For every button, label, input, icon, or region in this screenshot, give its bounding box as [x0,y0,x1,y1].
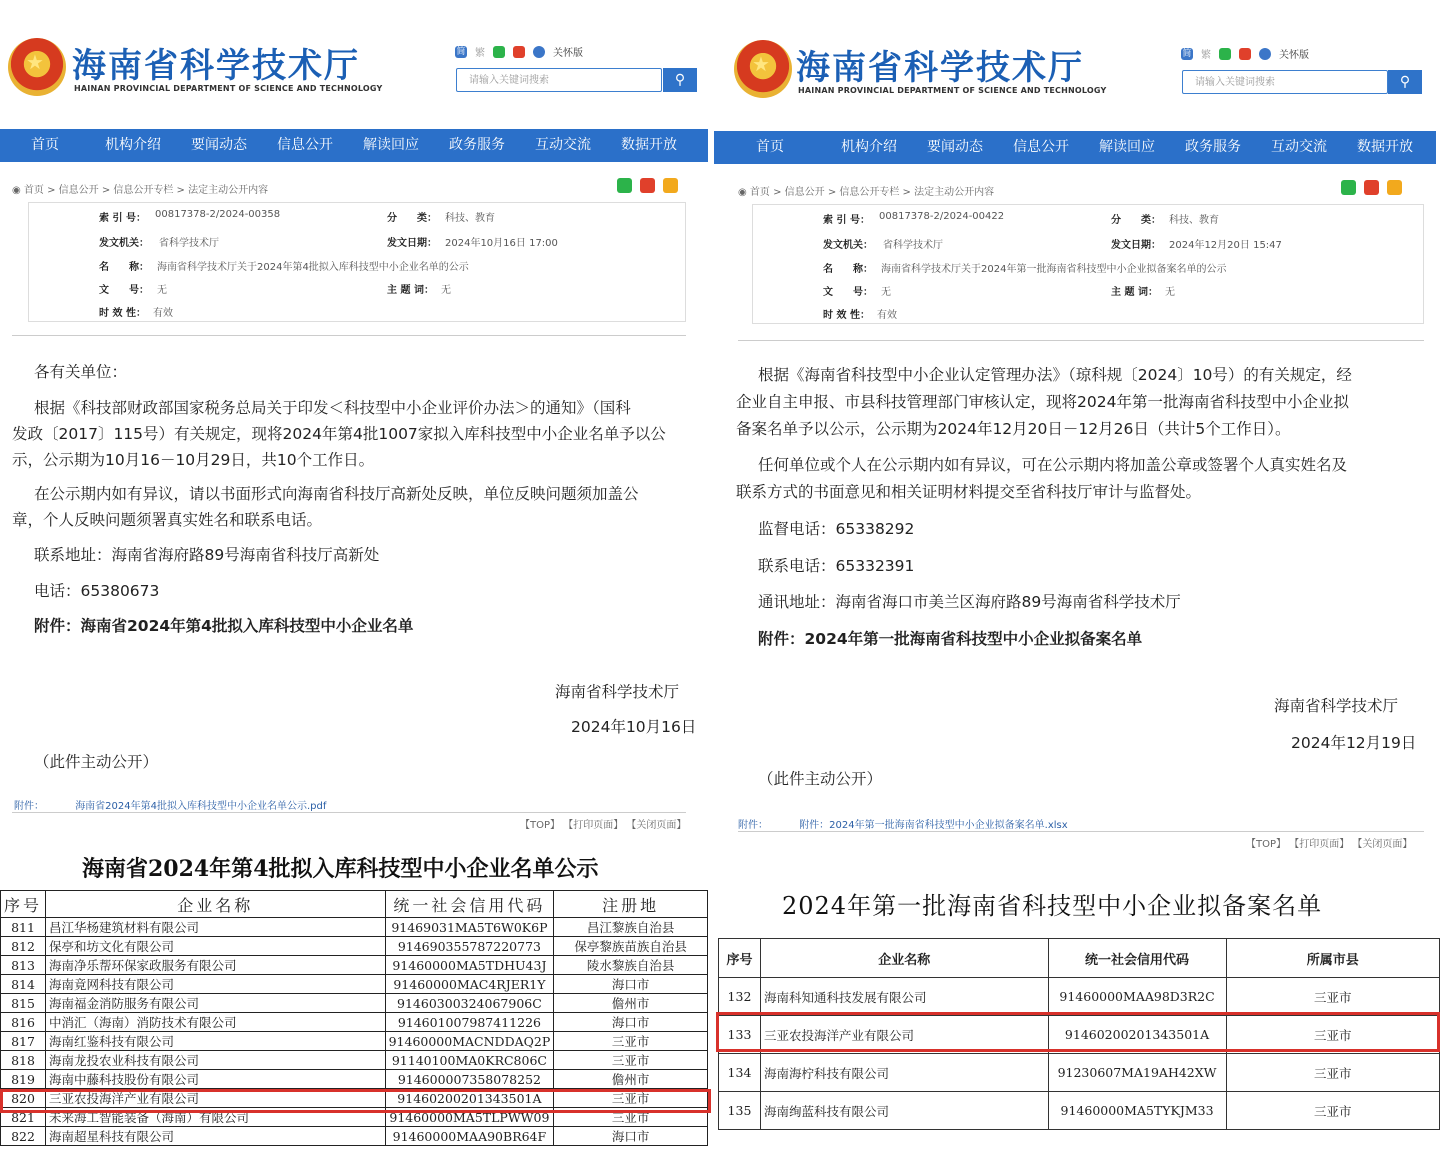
footer-links[interactable]: 【TOP】 【打印页面】 【关闭页面】 [520,820,687,831]
attachment-label: 附件： [14,801,44,812]
table-cell: 海南海柠科技有限公司 [760,1054,1048,1092]
meta-label: 名 称： [99,262,149,273]
table-row [1,1051,708,1070]
metadata-box [752,204,1424,324]
highlight-box [716,1012,1440,1052]
body-paragraph: 备案名单予以公示，公示期为2024年12月20日－12月26日（共计5个工作日）。 [736,420,1291,438]
meta-label: 发文日期： [1111,240,1161,251]
meta-label: 时 效 性： [823,310,870,321]
national-emblem-icon [734,40,792,98]
breadcrumb[interactable]: ◉ 首页 > 信息公开 > 信息公开专栏 > 法定主动公开内容 [12,185,269,196]
nav-item-about[interactable]: 机构介绍 [841,139,897,155]
body-paragraph: 章，个人反映问题须署真实姓名和联系电话。 [12,511,323,529]
header-cell: 序号 [1,891,46,918]
weibo-share-icon[interactable] [640,178,655,193]
nav-item-interpret[interactable]: 解读回应 [1099,139,1155,155]
table-cell: 821 [1,1108,46,1127]
header-cell: 统一社会信用代码 [385,891,554,918]
left-notice-page [0,0,708,848]
table-cell: 133 [719,1016,761,1054]
table-row [719,1092,1440,1130]
table-header-row [719,939,1440,978]
table-row [719,1054,1440,1092]
header-cell: 企业名称 [760,939,1048,978]
table-title: 海南省2024年第4批拟入库科技型中小企业名单公示 [82,856,599,882]
table-cell: 海南竟网科技有限公司 [46,975,386,994]
table-cell: 海口市 [554,1013,708,1032]
table-cell: 812 [1,937,46,956]
meta-value: 省科学技术厅 [883,240,943,251]
table-cell: 815 [1,994,46,1013]
accessibility-icon[interactable] [1259,48,1271,60]
table-cell: 三亚市 [554,1051,708,1070]
table-cell: 914600007358078252 [385,1070,554,1089]
table-cell: 海南龙投农业科技有限公司 [46,1051,386,1070]
contact-address: 通讯地址：海南省海口市美兰区海府路89号海南省科学技术厅 [758,593,1181,611]
site-header [714,0,1436,128]
body-paragraph: 联系方式的书面意见和相关证明材料提交至省科技厅审计与监督处。 [736,483,1202,501]
table-cell: 海口市 [554,975,708,994]
table-cell: 海南净乐帮环保家政服务有限公司 [46,956,386,975]
table-cell: 822 [1,1127,46,1146]
table-cell: 保亭黎族苗族自治县 [554,937,708,956]
meta-value: 00817378-2/2024-00422 [879,211,1005,222]
nav-item-info[interactable]: 信息公开 [1013,139,1069,155]
site-header [0,0,708,128]
meta-label: 名 称： [823,264,873,275]
nav-item-interact[interactable]: 互动交流 [535,137,591,153]
body-paragraph: 在公示期内如有异议，请以书面形式向海南省科技厅高新处反映，单位反映问题须加盖公 [34,485,639,503]
contact-phone: 电话：65380673 [34,582,160,600]
table-cell: 海南中藤科技股份有限公司 [46,1070,386,1089]
salutation: 各有关单位： [34,363,128,381]
body-paragraph: 任何单位或个人在公示期内如有异议，可在公示期内将加盖公章或签署个人真实姓名及 [758,456,1348,474]
table-cell: 三亚市 [1226,1016,1439,1054]
table-row [1,937,708,956]
table-cell: 儋州市 [554,994,708,1013]
table-cell: 91460000MAC4RJER1Y [385,975,554,994]
table-cell: 未来海工智能装备（海南）有限公司 [46,1108,386,1127]
meta-label: 主 题 词： [1111,287,1158,298]
table-cell: 海南科知通科技发展有限公司 [760,978,1048,1016]
table-cell: 三亚市 [554,1032,708,1051]
meta-value: 科技、教育 [445,213,495,224]
table-row [1,956,708,975]
attachment-row [738,816,1068,831]
table-cell: 三亚农投海洋产业有限公司 [760,1016,1048,1054]
meta-value: 海南省科学技术厅关于2024年第一批海南省科技型中小企业拟备案名单的公示 [881,264,1227,275]
care-mode-link[interactable]: 关怀版 [1279,50,1309,61]
wechat-share-icon[interactable] [1341,180,1356,195]
meta-value: 00817378-2/2024-00358 [155,209,281,220]
footer-links[interactable]: 【TOP】 【打印页面】 【关闭页面】 [1246,839,1413,848]
header-cell: 企业名称 [46,891,386,918]
main-nav [714,131,1436,164]
table-row [1,1032,708,1051]
table-row [1,918,708,937]
nav-item-info[interactable]: 信息公开 [277,137,333,153]
table-cell: 91460000MA5TYKJM33 [1048,1092,1226,1130]
table-cell: 914601007987411226 [385,1013,554,1032]
table-cell: 91460200201343501A [1048,1016,1226,1054]
divider [12,335,686,336]
header-cell: 序号 [719,939,761,978]
meta-label: 索 引 号： [99,213,146,224]
signature-date: 2024年12月19日 [1291,734,1417,752]
wechat-icon[interactable] [1219,48,1231,60]
meta-value: 科技、教育 [1169,215,1219,226]
nav-item-news[interactable]: 要闻动态 [191,137,247,153]
site-subtitle: HAINAN PROVINCIAL DEPARTMENT OF SCIENCE AND TECHNOLOGY [798,86,1107,95]
table-cell: 135 [719,1092,761,1130]
meta-label: 文 号： [99,285,149,296]
table-cell: 820 [1,1089,46,1108]
table-cell: 三亚农投海洋产业有限公司 [46,1089,386,1108]
traditional-link[interactable]: 繁 [475,48,485,59]
table-cell: 914690355787220773 [385,937,554,956]
weibo-icon[interactable] [1239,48,1251,60]
simplified-icon[interactable]: 简 [456,46,466,57]
header-tools [1181,46,1309,61]
table-cell: 132 [719,978,761,1016]
breadcrumb-text[interactable]: 首页 > 信息公开 > 信息公开专栏 > 法定主动公开内容 [749,187,995,198]
site-title[interactable]: 海南省科学技术厅 [72,46,360,86]
table-cell: 91460000MA5TLPWW09 [385,1108,554,1127]
public-note: （此件主动公开） [758,770,883,788]
signature: 海南省科学技术厅 [555,683,680,701]
attachment-link[interactable]: 附件：2024年第一批海南省科技型中小企业拟备案名单.xlsx [799,820,1068,831]
site-subtitle: HAINAN PROVINCIAL DEPARTMENT OF SCIENCE AND TECHNOLOGY [74,84,383,93]
nav-item-service[interactable]: 政务服务 [449,137,505,153]
breadcrumb-text[interactable]: 首页 > 信息公开 > 信息公开专栏 > 法定主动公开内容 [23,185,269,196]
meta-value: 有效 [877,310,897,321]
share-bar [617,178,678,193]
table-header-row [1,891,708,918]
weibo-icon[interactable] [513,46,525,58]
search-button[interactable] [1388,70,1422,94]
contact-address: 联系地址：海南省海府路89号海南省科技厅高新处 [34,546,380,564]
table-cell: 91460000MACNDDAQ2P [385,1032,554,1051]
nav-item-home[interactable]: 首页 [756,139,784,155]
public-note: （此件主动公开） [34,753,159,771]
table-cell: 昌江黎族自治县 [554,918,708,937]
attachment-note: 附件：海南省2024年第4批拟入库科技型中小企业名单 [34,617,414,635]
right-notice-page [714,0,1436,848]
meta-value: 无 [157,285,167,296]
meta-value: 2024年10月16日 17:00 [445,238,558,249]
table-row [1,975,708,994]
simplified-icon[interactable]: 简 [1182,48,1192,59]
search-icon: ⚲ [1399,74,1411,90]
divider [738,340,1424,341]
metadata-box [28,202,686,322]
meta-value: 省科学技术厅 [159,238,219,249]
table-cell: 海口市 [554,1127,708,1146]
right-list-table-image [716,864,1440,1165]
table-row [1,1127,708,1146]
header-tools [455,44,583,59]
nav-item-data[interactable]: 数据开放 [621,137,677,153]
table-cell: 三亚市 [1226,1054,1439,1092]
header-cell: 注册地 [554,891,708,918]
search-input[interactable]: 请输入关键词搜索 [456,68,662,92]
meta-value: 海南省科学技术厅关于2024年第4批拟入库科技型中小企业名单的公示 [157,262,469,273]
table-cell: 91460000MAA98D3R2C [1048,978,1226,1016]
table-row [1,1070,708,1089]
signature-date: 2024年10月16日 [571,718,697,736]
care-mode-link[interactable]: 关怀版 [553,48,583,59]
body-paragraph: 发政〔2017〕115号）有关规定，现将2024年第4批1007家拟入库科技型中小企业名单予以公 [12,425,666,443]
divider [12,812,686,813]
table-cell: 昌江华杨建筑材料有限公司 [46,918,386,937]
nav-item-data[interactable]: 数据开放 [1357,139,1413,155]
table-row [1,1013,708,1032]
table-cell: 91469031MA5T6W0K6P [385,918,554,937]
meta-label: 索 引 号： [823,215,870,226]
table-cell: 91460200201343501A [385,1089,554,1108]
wechat-share-icon[interactable] [617,178,632,193]
attachment-label: 附件： [738,820,768,831]
favorite-icon[interactable] [663,178,678,193]
table-cell: 海南红鉴科技有限公司 [46,1032,386,1051]
contact-phone: 联系电话：65332391 [758,557,915,575]
meta-label: 主 题 词： [387,285,434,296]
meta-value: 无 [1165,287,1175,298]
table-cell: 中消汇（海南）消防技术有限公司 [46,1013,386,1032]
table-cell: 三亚市 [1226,1092,1439,1130]
table-title: 2024年第一批海南省科技型中小企业拟备案名单 [782,892,1323,920]
nav-item-home[interactable]: 首页 [31,137,59,153]
header-cell: 统一社会信用代码 [1048,939,1226,978]
favorite-icon[interactable] [1387,180,1402,195]
table-cell: 813 [1,956,46,975]
meta-value: 无 [881,287,891,298]
traditional-link[interactable]: 繁 [1201,50,1211,61]
body-paragraph: 企业自主申报、市县科技管理部门审核认定，现将2024年第一批海南省科技型中小企业拟 [736,393,1349,411]
site-title[interactable]: 海南省科学技术厅 [796,48,1084,88]
table-cell: 儋州市 [554,1070,708,1089]
supervision-phone: 监督电话：65338292 [758,520,915,538]
meta-label: 发文日期： [387,238,437,249]
table-cell: 海南绚蓝科技有限公司 [760,1092,1048,1130]
table-cell: 91460000MAA90BR64F [385,1127,554,1146]
national-emblem-icon [8,38,66,96]
table-cell: 818 [1,1051,46,1070]
meta-value: 有效 [153,308,173,319]
main-nav [0,129,708,162]
meta-value: 2024年12月20日 15:47 [1169,240,1282,251]
body-paragraph: 示，公示期为10月16－10月29日，共10个工作日。 [12,451,375,469]
highlight-box [0,1089,711,1113]
search-input[interactable]: 请输入关键词搜索 [1182,70,1388,94]
table-row [719,978,1440,1016]
nav-item-news[interactable]: 要闻动态 [927,139,983,155]
table-cell: 814 [1,975,46,994]
table-cell: 海南福金消防服务有限公司 [46,994,386,1013]
search-button[interactable] [663,68,697,92]
table-cell: 91460300324067906C [385,994,554,1013]
nav-item-service[interactable]: 政务服务 [1185,139,1241,155]
table-cell: 海南超星科技有限公司 [46,1127,386,1146]
meta-label: 分 类： [1111,215,1161,226]
share-bar [1341,180,1402,195]
breadcrumb[interactable]: ◉ 首页 > 信息公开 > 信息公开专栏 > 法定主动公开内容 [738,187,995,198]
signature: 海南省科学技术厅 [1274,697,1399,715]
table-cell: 91460000MA5TDHU43J [385,956,554,975]
nav-item-about[interactable]: 机构介绍 [105,137,161,153]
left-list-table-image [0,848,710,1165]
table-cell: 91140100MA0KRC806C [385,1051,554,1070]
body-paragraph: 根据《科技部财政部国家税务总局关于印发＜科技型中小企业评价办法＞的通知》（国科 [34,399,631,417]
table-cell: 816 [1,1013,46,1032]
search-icon: ⚲ [674,72,686,88]
header-cell: 所属市县 [1226,939,1439,978]
weibo-share-icon[interactable] [1364,180,1379,195]
table-cell: 三亚市 [1226,978,1439,1016]
meta-label: 分 类： [387,213,437,224]
accessibility-icon[interactable] [533,46,545,58]
body-paragraph: 根据《海南省科技型中小企业认定管理办法》（琼科规〔2024〕10号）的有关规定，经 [758,366,1352,384]
table-cell: 819 [1,1070,46,1089]
divider [738,831,1424,832]
table-cell: 保亭和坊文化有限公司 [46,937,386,956]
nav-item-interpret[interactable]: 解读回应 [363,137,419,153]
meta-value: 无 [441,285,451,296]
table-cell: 三亚市 [554,1089,708,1108]
attachment-link[interactable]: 海南省2024年第4批拟入库科技型中小企业名单公示.pdf [75,801,327,812]
table-cell: 三亚市 [554,1108,708,1127]
table-row [1,994,708,1013]
attachment-row [14,797,326,812]
meta-label: 发文机关： [823,240,873,251]
table-cell: 134 [719,1054,761,1092]
meta-label: 时 效 性： [99,308,146,319]
meta-label: 发文机关： [99,238,149,249]
table-cell: 91230607MA19AH42XW [1048,1054,1226,1092]
nav-item-interact[interactable]: 互动交流 [1271,139,1327,155]
meta-label: 文 号： [823,287,873,298]
attachment-note: 附件：2024年第一批海南省科技型中小企业拟备案名单 [758,630,1143,648]
table-cell: 811 [1,918,46,937]
wechat-icon[interactable] [493,46,505,58]
table-cell: 陵水黎族自治县 [554,956,708,975]
table-cell: 817 [1,1032,46,1051]
